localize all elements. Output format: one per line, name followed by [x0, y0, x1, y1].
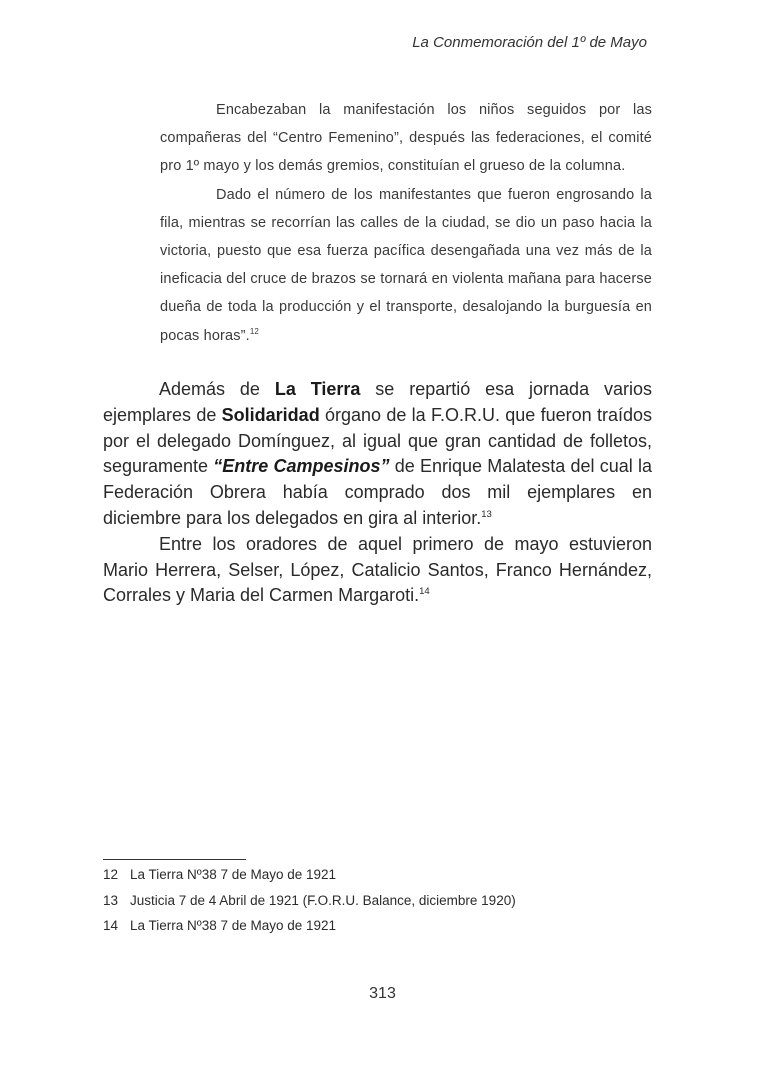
quote-paragraph-1: Encabezaban la manifestación los niños seguidos por las compañeras del “Centro Femenino”, después las federaciones, el comité pro 1º mayo y los demás gremios, constituían el grueso de la columna. [160, 102, 652, 175]
pamphlet-title: “Entre Campesinos” [213, 456, 390, 477]
body-p1-text-2: se repartió esa jornada varios ejemplares de [103, 379, 652, 425]
body-text [103, 377, 652, 609]
running-header: La Conmemoración del 1º de Mayo [412, 34, 647, 51]
newspaper-name-la-tierra: La Tierra [274, 379, 361, 399]
body-p1-text-1: Además de [159, 379, 275, 399]
footnote-item [103, 888, 652, 914]
footnote-ref-12: 12 [249, 326, 260, 336]
body-p1-text-4: de Enrique Malatesta del cual la Federación Obrera había comprado dos mil ejemplares en diciembre para los delegados en gira al interior. [103, 456, 652, 528]
body-paragraph-2 [103, 532, 652, 609]
newspaper-name-solidaridad: Solidaridad [221, 404, 320, 425]
quote-paragraph-2-text: Dado el número de los manifestantes que fueron engrosando la fila, mientras se recorrían las calles de la ciudad, se dio un paso hacia la victoria, puesto que esa fuerza pacífica desengañada una vez más de la ineficacia del cruce de brazos se tornará en violenta mañana para hacerse dueña de toda la producción y el transporte, desalojando la burguesía en pocas horas”. [160, 186, 652, 344]
page-number: 313 [369, 985, 396, 1002]
footnote-item [103, 913, 652, 939]
body-p2-text: Entre los oradores de aquel primero de mayo estuvieron Mario Herrera, Selser, López, Catalicio Santos, Franco Hernández, Corrales y Maria del Carmen Margaroti. [103, 533, 652, 606]
footnote-text: La Tierra Nº38 7 de Mayo de 1921 [130, 918, 337, 933]
footnote-ref-14: 14 [419, 586, 430, 598]
footnote-number: 14 [103, 918, 119, 933]
footnote-item [103, 862, 652, 888]
quote-paragraph-2 [160, 181, 652, 350]
body-paragraph-1 [103, 377, 652, 532]
footnote-ref-13: 13 [481, 508, 492, 520]
footnote-text: Justicia 7 de 4 Abril de 1921 (F.O.R.U. Balance, diciembre 1920) [130, 892, 516, 908]
footnote-number: 12 [103, 867, 119, 882]
footnote-text: La Tierra Nº38 7 de Mayo de 1921 [130, 867, 337, 882]
footnotes [103, 862, 652, 939]
block-quote [160, 96, 652, 350]
body-p1-text-3: órgano de la F.O.R.U. que fueron traídos por el delegado Domínguez, al igual que gran cantidad de folletos, seguramente [103, 404, 652, 477]
footnote-number: 13 [103, 892, 119, 908]
footnote-divider [103, 859, 246, 860]
